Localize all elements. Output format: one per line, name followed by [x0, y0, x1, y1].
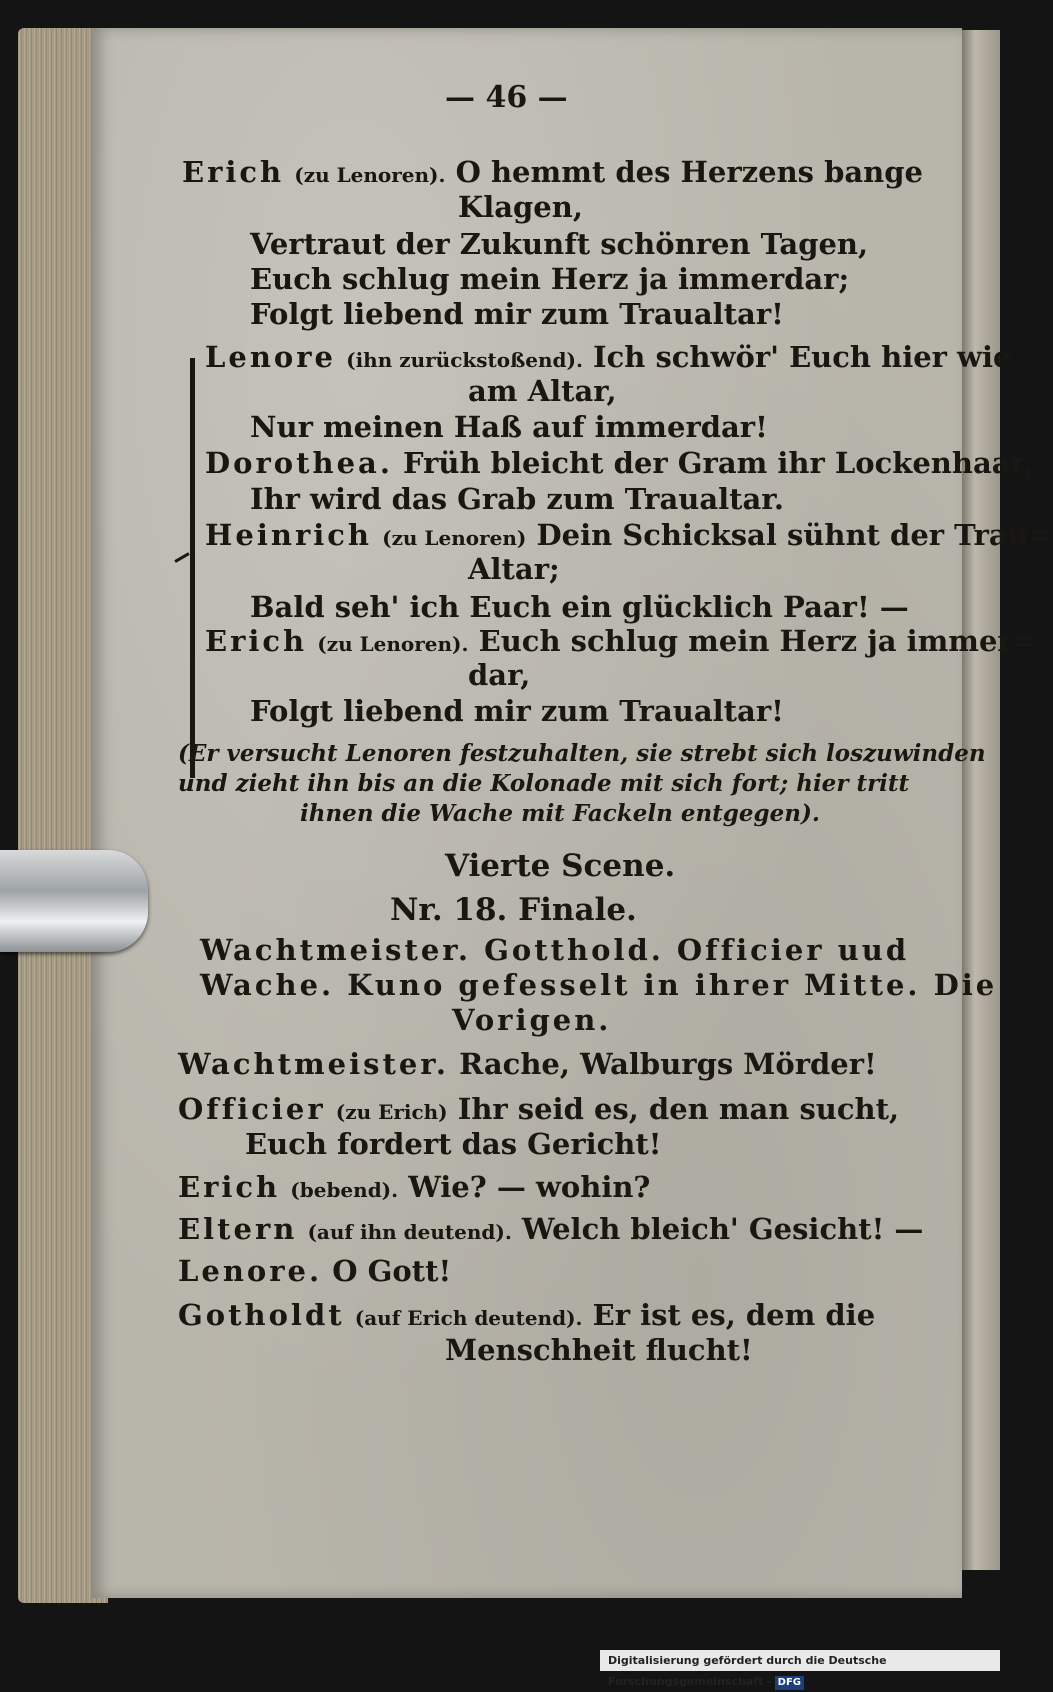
- metal-clip: [0, 850, 148, 952]
- line: am Altar,: [468, 374, 617, 408]
- stage-note: (zu Erich): [335, 1100, 448, 1124]
- verse: Euch schlug mein Herz ja immer=: [478, 624, 1038, 658]
- verse: Welch bleich' Gesicht! —: [521, 1212, 924, 1246]
- line: Euch fordert das Gericht!: [245, 1127, 662, 1161]
- line: Folgt liebend mir zum Traualtar!: [250, 297, 784, 331]
- line: Ihr wird das Grab zum Traualtar.: [250, 482, 785, 516]
- line: Vertraut der Zukunft schönren Tagen,: [250, 227, 869, 261]
- stage-note: (auf ihn deutend).: [307, 1220, 512, 1244]
- stage-note: (ihn zurückstoßend).: [346, 348, 583, 372]
- stage-direction-line: (Er versucht Lenoren festzuhalten, sie strebt sich loszuwinden: [178, 740, 986, 767]
- footer-bar: [600, 1650, 1000, 1688]
- verse: Er ist es, dem die: [592, 1298, 876, 1332]
- speaker: Erich: [178, 1170, 281, 1204]
- footer-text: Digitalisierung gefördert durch die Deutsche Forschungsgemeinschaft -: [608, 1654, 887, 1688]
- cast-line: Vorigen.: [452, 1003, 612, 1037]
- line: [205, 518, 1053, 552]
- line: [178, 1254, 451, 1288]
- verse: Früh bleicht der Gram ihr Lockenhaar,: [403, 446, 1034, 480]
- line: [205, 446, 1034, 480]
- stage-note: (zu Lenoren).: [317, 632, 469, 656]
- verse: Rache, Walburgs Mörder!: [459, 1047, 877, 1081]
- line: [178, 1298, 875, 1332]
- speaker: Eltern: [178, 1212, 298, 1246]
- stage-direction-line: und zieht ihn bis an die Kolonade mit sich fort; hier tritt: [178, 770, 910, 797]
- line: Menschheit flucht!: [445, 1333, 753, 1367]
- number-title: Nr. 18. Finale.: [390, 892, 637, 928]
- line: Klagen,: [458, 190, 583, 224]
- speaker: Officier: [178, 1092, 326, 1126]
- line: Altar;: [468, 552, 560, 586]
- line: [178, 1212, 923, 1246]
- line: [205, 340, 1011, 374]
- speaker: Gotholdt: [178, 1298, 345, 1332]
- stage-note: (zu Lenoren).: [294, 163, 446, 187]
- speaker: Erich: [205, 624, 308, 658]
- verse: Ich schwör' Euch hier wie: [593, 340, 1012, 374]
- speaker: Lenore: [205, 340, 336, 374]
- speaker: Wachtmeister.: [178, 1047, 450, 1081]
- page-edge-right: [958, 30, 1000, 1570]
- speaker: Dorothea.: [205, 446, 393, 480]
- line: [205, 624, 1037, 658]
- line: [178, 1047, 877, 1081]
- cast-line: Wache. Kuno gefesselt in ihrer Mitte. Die: [200, 968, 998, 1002]
- line: [182, 155, 923, 189]
- speaker: Erich: [182, 155, 285, 189]
- speaker: Lenore.: [178, 1254, 323, 1288]
- stage-direction-line: ihnen die Wache mit Fackeln entgegen).: [300, 800, 820, 827]
- stage-note: (bebend).: [290, 1178, 399, 1202]
- line: Folgt liebend mir zum Traualtar!: [250, 694, 784, 728]
- line: [178, 1170, 650, 1204]
- stage-note: (auf Erich deutend).: [354, 1306, 583, 1330]
- page-number: — 46 —: [445, 80, 568, 115]
- line: dar,: [468, 658, 531, 692]
- verse: Wie? — wohin?: [408, 1170, 651, 1204]
- verse: Ihr seid es, den man sucht,: [457, 1092, 900, 1126]
- speaker: Heinrich: [205, 518, 372, 552]
- verse: O Gott!: [332, 1254, 452, 1288]
- stage-note: (zu Lenoren): [382, 526, 527, 550]
- verse: O hemmt des Herzens bange: [455, 155, 923, 189]
- verse: Dein Schicksal sühnt der Trau=: [536, 518, 1053, 552]
- scene-title: Vierte Scene.: [445, 848, 676, 884]
- dfg-logo: DFG: [775, 1676, 804, 1690]
- line: Bald seh' ich Euch ein glücklich Paar! —: [250, 590, 909, 624]
- line: Euch schlug mein Herz ja immerdar;: [250, 262, 850, 296]
- line: [178, 1092, 899, 1126]
- line: Nur meinen Haß auf immerdar!: [250, 410, 768, 444]
- cast-line: Wachtmeister. Gotthold. Officier uud: [200, 933, 910, 967]
